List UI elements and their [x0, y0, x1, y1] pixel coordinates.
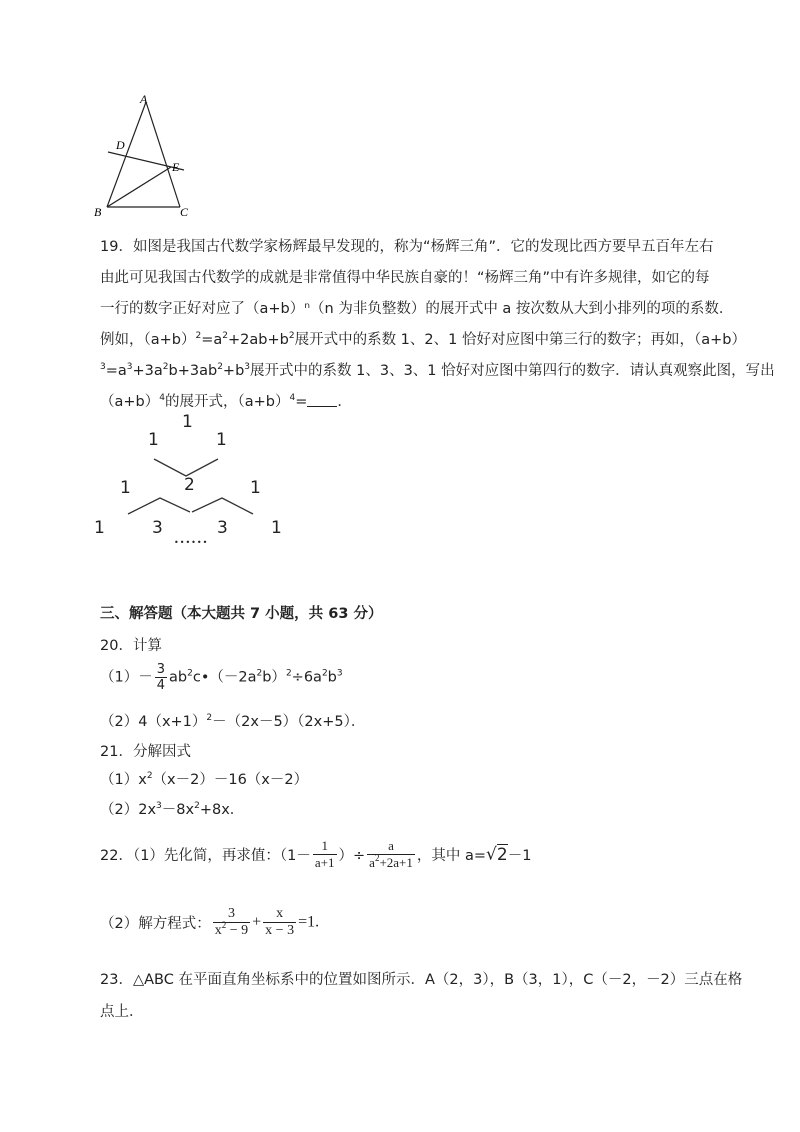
label-d: D [116, 138, 125, 152]
q19-line3: 一行的数字正好对应了（a+b）ⁿ（n 为非负整数）的展开式中 a 按次数从大到小排列的项的系数． [100, 301, 734, 317]
pascal-r3-3: 1 [250, 478, 261, 498]
q21-part1: $(1)x^2(x-2)-16(x-2)$ [100, 771, 309, 788]
pascal-r4-1: 1 [94, 518, 105, 538]
pascal-r2-2: 1 [216, 430, 227, 450]
label-e: E [172, 160, 180, 174]
q21-title: 21．分解因式 [100, 744, 191, 760]
q19-line5: $^3=a^3+3a^2b+3ab^2+b^3$展开式中的系数 1、3、3、1 恰好对应图中第四行的数字．请认真观察此图，写出 [100, 362, 775, 379]
q19-line4: 例如，$(a+b)^2=a^2+2ab+b^2$展开式中的系数 1、2、1 恰好对应图中第三行的数字；再如，（a+b） [100, 331, 746, 348]
q19-line2: 由此可见我国古代数学的成就是非常值得中华民族自豪的！“杨辉三角”中有许多规律，如它的每 [100, 270, 710, 286]
q22-part1: 22．（1）先化简，再求值：（1－ $\frac{1}{a+1}$ ）÷ $\frac{a}{a^2+2a+1}$ ，其中 a=√2－1 [100, 838, 532, 870]
pascal-r4-3: 3 [217, 518, 228, 538]
section-title: 三、解答题（本大题共 7 小题，共 63 分） [100, 606, 383, 622]
q23-line2: 点上． [100, 1004, 144, 1020]
q20-part1: （1）－ $\frac{3}{4}$ $ab^2c•(-2a^2b)^2\div 6a^2b^3$ [100, 662, 343, 693]
sqrt-sign: √2 [486, 844, 508, 865]
label-a: A [140, 92, 148, 106]
pascal-r3-2: 2 [184, 475, 195, 495]
q20-title: 20．计算 [100, 638, 162, 654]
q23-line1: 23．△ABC 在平面直角坐标系中的位置如图所示．A（2，3），B（3，1），C（－2，－2）三点在格 [100, 972, 743, 988]
pascal-r4-2: 3 [152, 518, 163, 538]
pascal-r1-1: 1 [182, 412, 193, 432]
answer-blank[interactable] [307, 394, 337, 407]
q19-line1: 19．如图是我国古代数学家杨辉最早发现的，称为“杨辉三角”．它的发现比西方要早五百年左右 [100, 239, 714, 255]
q21-part2: $(2)2x^3-8x^2+8x$． [100, 801, 245, 818]
triangle-figure [90, 90, 200, 220]
label-b: B [94, 205, 102, 219]
pascal-r2-1: 1 [148, 430, 159, 450]
pascal-triangle [90, 412, 300, 552]
label-c: C [180, 205, 189, 219]
q22-part2: （2）解方程式： $\frac{3}{x^2 - 9}$ + $\frac{x}{x - 3}$ =1. [100, 906, 320, 938]
q19-line6: $(a+b)^4$的展开式，$(a+b)^4=$ ． [100, 393, 352, 410]
pascal-r4-4: 1 [271, 518, 282, 538]
q20-part2: $(2)4(x+1)^2-(2x-5)(2x+5)$． [100, 713, 366, 730]
pascal-dots: •••••• [174, 538, 209, 547]
pascal-r3-1: 1 [120, 478, 131, 498]
